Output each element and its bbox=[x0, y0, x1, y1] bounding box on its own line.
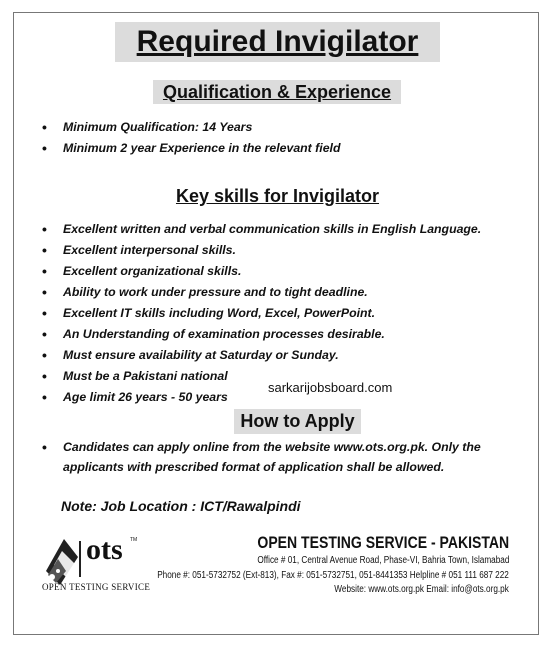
job-location-note: Note: Job Location : ICT/Rawalpindi bbox=[61, 498, 301, 514]
qualification-heading: Qualification & Experience bbox=[162, 82, 392, 102]
watermark-text: sarkarijobsboard.com bbox=[268, 380, 393, 395]
skill-item: • Age limit 26 years - 50 years bbox=[42, 387, 481, 408]
apply-heading: How to Apply bbox=[240, 411, 355, 431]
skills-heading: Key skills for Invigilator bbox=[175, 186, 380, 206]
apply-item: • Candidates can apply online from the website www.ots.org.pk. Only the applicants with prescribed format of application shall be allowed. bbox=[42, 437, 527, 477]
qualification-item: • Minimum Qualification: 14 Years bbox=[42, 117, 340, 138]
apply-list bbox=[42, 437, 527, 477]
skill-item: • Excellent organizational skills. bbox=[42, 261, 481, 282]
skill-item: • Excellent IT skills including Word, Excel, PowerPoint. bbox=[42, 303, 481, 324]
page-title: Required Invigilator bbox=[136, 25, 419, 58]
skills-list bbox=[42, 219, 481, 408]
org-name: OPEN TESTING SERVICE - PAKISTAN bbox=[257, 534, 509, 552]
skill-item: • Must be a Pakistani national bbox=[42, 366, 481, 387]
skill-item: • An Understanding of examination processes desirable. bbox=[42, 324, 481, 345]
qualification-item: • Minimum 2 year Experience in the relevant field bbox=[42, 138, 340, 159]
logo-text: ots bbox=[86, 533, 123, 566]
org-office-address: Office # 01, Central Avenue Road, Phase-VI, Bahria Town, Islamabad bbox=[256, 555, 509, 566]
skill-item: • Excellent interpersonal skills. bbox=[42, 240, 481, 261]
skill-item: • Must ensure availability at Saturday or Sunday. bbox=[42, 345, 481, 366]
logo-trademark: TM bbox=[130, 537, 138, 543]
skill-item: • Ability to work under pressure and to tight deadline. bbox=[42, 282, 481, 303]
org-phone: Phone #: 051-5732752 (Ext-813), Fax #: 051-5732751, 051-8441353 Helpline # 051 111 687 222 bbox=[157, 570, 509, 581]
qualification-list bbox=[42, 117, 340, 159]
skill-item: • Excellent written and verbal communication skills in English Language. bbox=[42, 219, 481, 240]
logo-caption: OPEN TESTING SERVICE bbox=[42, 582, 151, 592]
org-website: Website: www.ots.org.pk Email: info@ots.org.pk bbox=[334, 584, 509, 595]
